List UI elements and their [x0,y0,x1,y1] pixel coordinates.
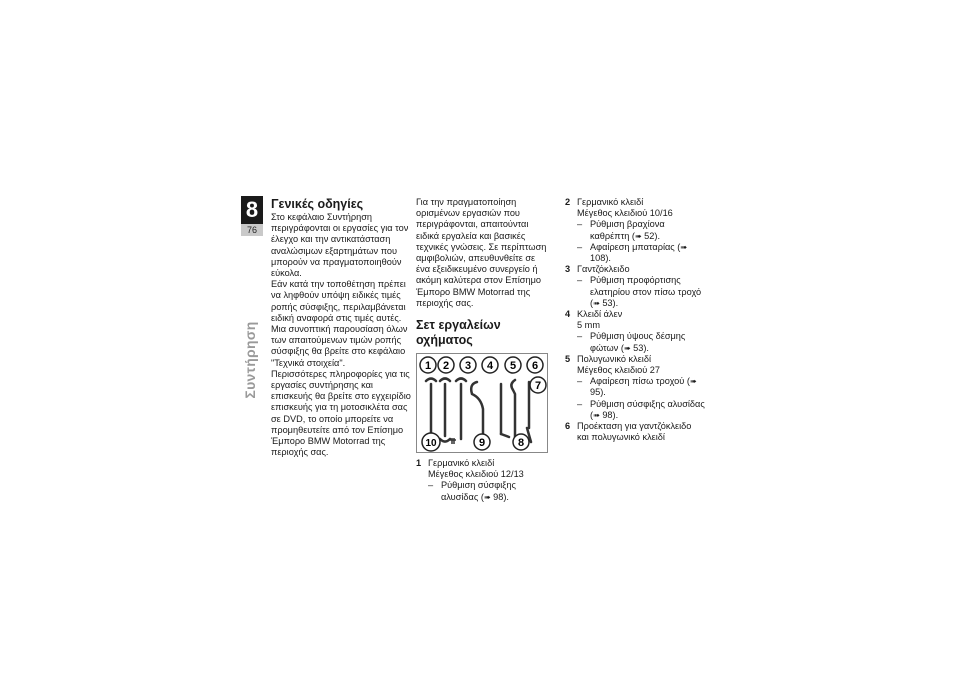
toolkit-item-body [577,264,705,309]
general-title: Γενικές οδηγίες [271,197,364,211]
toolkit-sub-text: Ρύθμιση σύσφιξης αλυσίδας [590,398,705,409]
toolkit-sub-item [577,242,705,264]
page-ref-arrow-icon: ➠ [680,242,688,252]
toolkit-item-line: Γαντζόκλειδο [577,264,630,275]
toolkit-item-body [577,421,705,443]
page-reference: (➠ 52). [631,230,661,241]
wrench-head-shape [440,379,450,382]
page-ref-arrow-icon: ➠ [689,377,697,387]
dash: – [577,398,583,409]
wrench-head-shape [456,379,466,382]
ring-spanner-shape [511,380,515,439]
page-reference: (➠ 108). [590,241,688,264]
toolkit-sub-item [577,376,705,398]
callout-1 [420,357,436,373]
hook-wrench-shape [471,382,483,442]
callout-7 [530,377,546,393]
toolkit-item [565,264,705,309]
callout-5 [505,357,521,373]
callout-number: 10 [425,438,437,450]
page-reference: (➠ 95). [590,376,697,398]
toolkit-figure [416,353,548,453]
callout-9 [474,434,490,450]
side-chapter-label [230,321,270,399]
column-2 [416,197,550,503]
side-chapter-label-text: Συντήρηση [242,321,258,399]
callout-number: 1 [424,360,432,373]
toolkit-item-line: Μέγεθος κλειδιού 10/16 [577,208,673,219]
toolkit-item-line: Κλειδί άλεν [577,309,623,320]
general-paragraph-4: Για την πραγματοποίηση ορισμένων εργασιών που περιγράφονται, απαιτούνται ειδικά εργαλεία και βασικές τεχνικές γνώσεις. Σε περίπτωση αμφιβολιών, απευθυνθείτε σε ένα εξειδικευμένο συνεργείο ή ακόμη καλύτερα στον Επίσημο Έμπορο BMW Motorrad της περιοχής σας. [416,197,547,308]
callout-number: 4 [486,360,494,373]
toolkit-item-body [577,309,705,354]
general-paragraph-2: Εάν κατά την τοποθέτηση πρέπει να ληφθούν υπόψη ειδικές τιμές ροπής σύσφιξης, περιλαμβάνεται ειδική αναφορά στις τιμές αυτές. Μια συνοπτική παρουσίαση όλων των απαιτούμενων τιμών ροπής σύσφιξης θα βρείτε στο κεφάλαιο "Τεχνικά στοιχεία". [271,279,408,368]
toolkit-sub-item [577,331,705,353]
toolkit-sub-text: Ρύθμιση σύσφιξης αλυσίδας [441,480,516,502]
page-reference: (➠ 53). [590,297,619,308]
callout-number: 6 [531,360,539,373]
toolkit-item-line: Γερμανικό κλειδί [577,197,644,207]
callout-4 [482,357,498,373]
general-paragraph-1: Στο κεφάλαιο Συντήρηση περιγράφονται οι εργασίες για τον έλεγχο και την αντικατάσταση αναλώσιμων εξαρτημάτων που μπορούν να πραγματοποιηθούν εύκολα. [271,212,409,279]
toolkit-item-line: Προέκταση για γαντζόκλειδο και πολυγωνικό κλειδί [577,421,692,443]
dash: – [577,275,583,286]
chapter-number: 8 [241,196,263,224]
toolkit-sub-text: Ρύθμιση ύψους δέσμης φώτων [590,331,686,353]
toolkit-sub-item [577,275,705,309]
toolkit-item [565,309,705,354]
callout-10 [422,433,440,451]
toolkit-item-line: 5 mm [577,320,600,331]
toolkit-item-body [577,197,705,264]
toolkit-item-number: 4 [565,309,571,320]
callout-number: 9 [478,437,486,450]
callout-number: 7 [534,380,542,393]
toolkit-item [416,458,550,503]
toolkit-sub-text: Ρύθμιση βραχίονα καθρέπτη [590,219,665,241]
page-number: 76 [241,224,263,236]
wrench-head-shape [440,439,450,442]
column-1 [271,197,411,458]
page-ref-arrow-icon: ➠ [623,343,631,353]
toolkit-item-body [428,458,550,503]
callout-6 [527,357,543,373]
callout-number: 8 [517,437,525,450]
page-ref-arrow-icon: ➠ [593,298,600,308]
toolkit-item [565,354,705,421]
callout-8 [513,434,529,450]
toolkit-item-number: 2 [565,197,571,207]
callout-2 [438,357,454,373]
callout-number: 2 [442,360,450,373]
toolkit-illustration [417,354,547,452]
allen-key-shape [501,434,509,437]
page-reference: (➠ 98). [480,491,509,502]
callout-3 [460,357,476,373]
toolkit-item-body [577,354,705,421]
number-circles [420,357,546,451]
page-reference: (➠ 53). [620,342,649,353]
toolkit-sub-text: Αφαίρεση πίσω τροχού [590,376,687,387]
toolkit-sub-text: Αφαίρεση μπαταρίας [590,241,678,252]
wrench-head-shape [426,379,436,382]
toolkit-sub-item [577,399,705,421]
callout-number: 5 [509,360,517,373]
toolkit-item-number: 6 [565,421,571,432]
toolkit-list-part-1 [416,458,550,503]
toolkit-list-part-2 [565,197,705,443]
dash: – [577,331,583,342]
toolkit-item-line: Γερμανικό κλειδί [428,458,495,469]
toolkit-item-line: Μέγεθος κλειδιού 12/13 [428,469,524,480]
dash: – [577,241,583,252]
column-3 [565,197,705,443]
dash: – [428,480,434,491]
dash: – [577,219,583,230]
toolkit-item-number: 1 [416,458,422,469]
page-ref-arrow-icon: ➠ [634,231,642,241]
toolkit-item-number: 5 [565,353,571,364]
callout-number: 3 [464,360,472,373]
toolkit-title: Σετ εργαλείων οχήματος [416,318,501,348]
toolkit-item-number: 3 [565,264,571,275]
toolkit-item-line: Μέγεθος κλειδιού 27 [577,365,661,376]
page-ref-arrow-icon: ➠ [593,410,600,420]
general-paragraph-3: Περισσότερες πληροφορίες για τις εργασίες συντήρησης και επισκευής θα βρείτε στο εγχειρίδιο επισκευής για τη μοτοσικλέτα σας σε DVD, το οποίο μπορείτε να προμηθευτείτε από τον Επίσημο Έμπορο BMW Motorrad της περιοχής σας. [271,368,411,458]
page-ref-arrow-icon: ➠ [483,492,491,502]
toolkit-item-line: Πολυγωνικό κλειδί [577,353,651,364]
dash: – [577,376,583,387]
page-reference: (➠ 98). [590,409,619,420]
bit-shape [452,438,454,444]
toolkit-sub-text: Ρύθμιση προφόρτισης ελατηρίου στον πίσω τροχό [590,275,702,297]
toolkit-sub-item [577,219,705,241]
toolkit-item [565,421,705,443]
toolkit-sub-item [428,480,550,502]
toolkit-item [565,197,705,264]
